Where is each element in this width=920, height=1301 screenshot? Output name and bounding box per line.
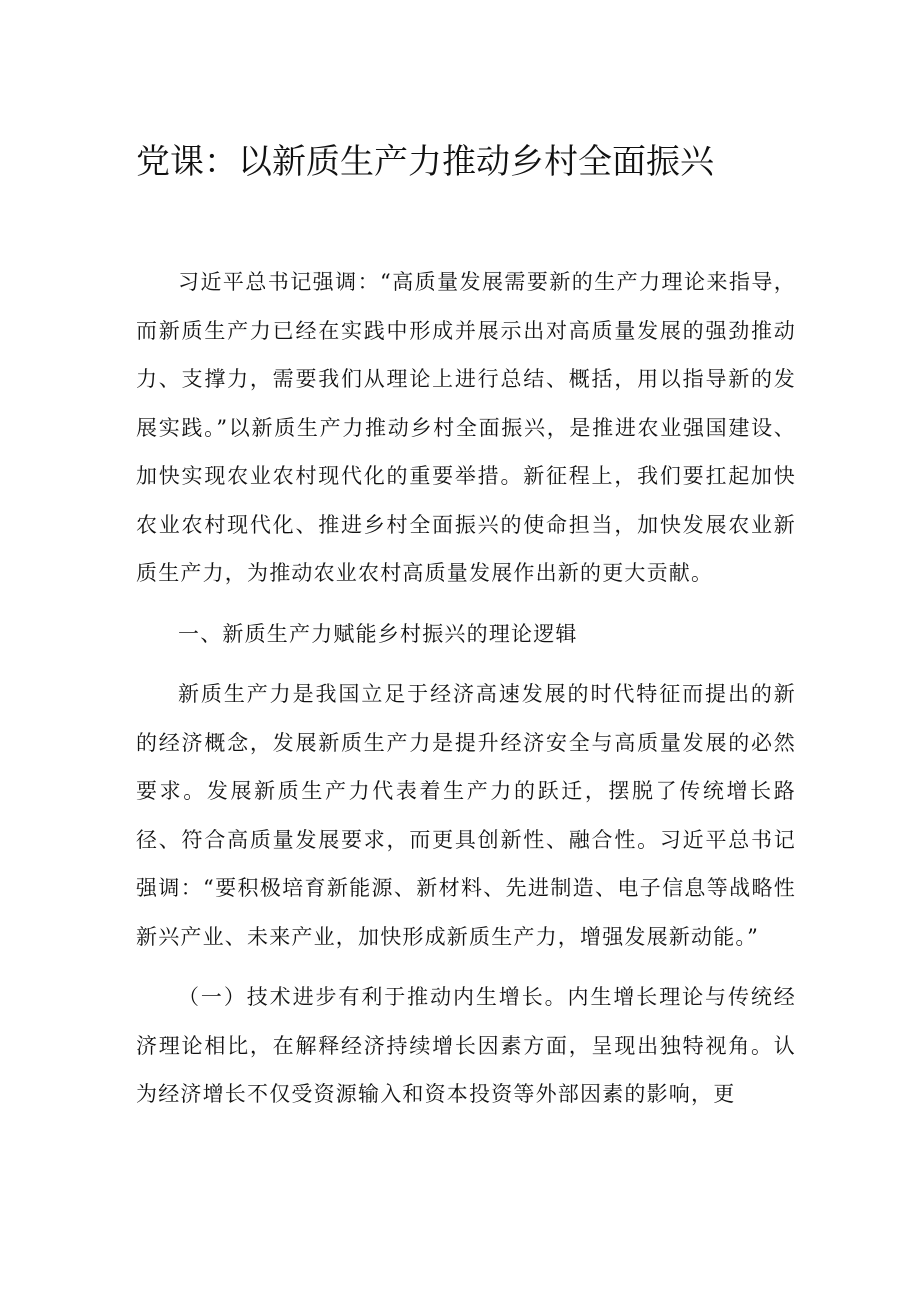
paragraph-subsection-1: （一）技术进步有利于推动内生增长。内生增长理论与传统经济理论相比，在解释经济持续增长因素方面，呈现出独特视角。认为经济增长不仅受资源输入和资本投资等外部因素的影响，更	[136, 985, 796, 1106]
section-heading-1: 一、新质生产力赋能乡村振兴的理论逻辑	[178, 621, 578, 646]
paragraph-gap	[136, 961, 796, 973]
paragraph-gap	[136, 598, 796, 610]
document-title: 党课：以新质生产力推动乡村全面振兴	[136, 142, 714, 182]
paragraph-intro: 习近平总书记强调：“高质量发展需要新的生产力理论来指导，而新质生产力已经在实践中形成并展示出对高质量发展的强劲推动力、支撑力，需要我们从理论上进行总结、概括，用以指导新的发展实践。”以新质生产力推动乡村全面振兴，是推进农业强国建设、加快实现农业农村现代化的重要举措。新征程上，我们要扛起加快农业农村现代化、推进乡村全面振兴的使命担当，加快发展农业新质生产力，为推动农业农村高质量发展作出新的更大贡献。	[136, 270, 796, 585]
paragraph-gap	[136, 658, 796, 670]
document-body	[136, 258, 796, 1119]
paragraph-section-1: 新质生产力是我国立足于经济高速发展的时代特征而提出的新的经济概念，发展新质生产力是提升经济安全与高质量发展的必然要求。发展新质生产力代表着生产力的跃迁，摆脱了传统增长路径、符合高质量发展要求，而更具创新性、融合性。习近平总书记强调：“要积极培育新能源、新材料、先进制造、电子信息等战略性新兴产业、未来产业，加快形成新质生产力，增强发展新动能。”	[136, 682, 796, 949]
